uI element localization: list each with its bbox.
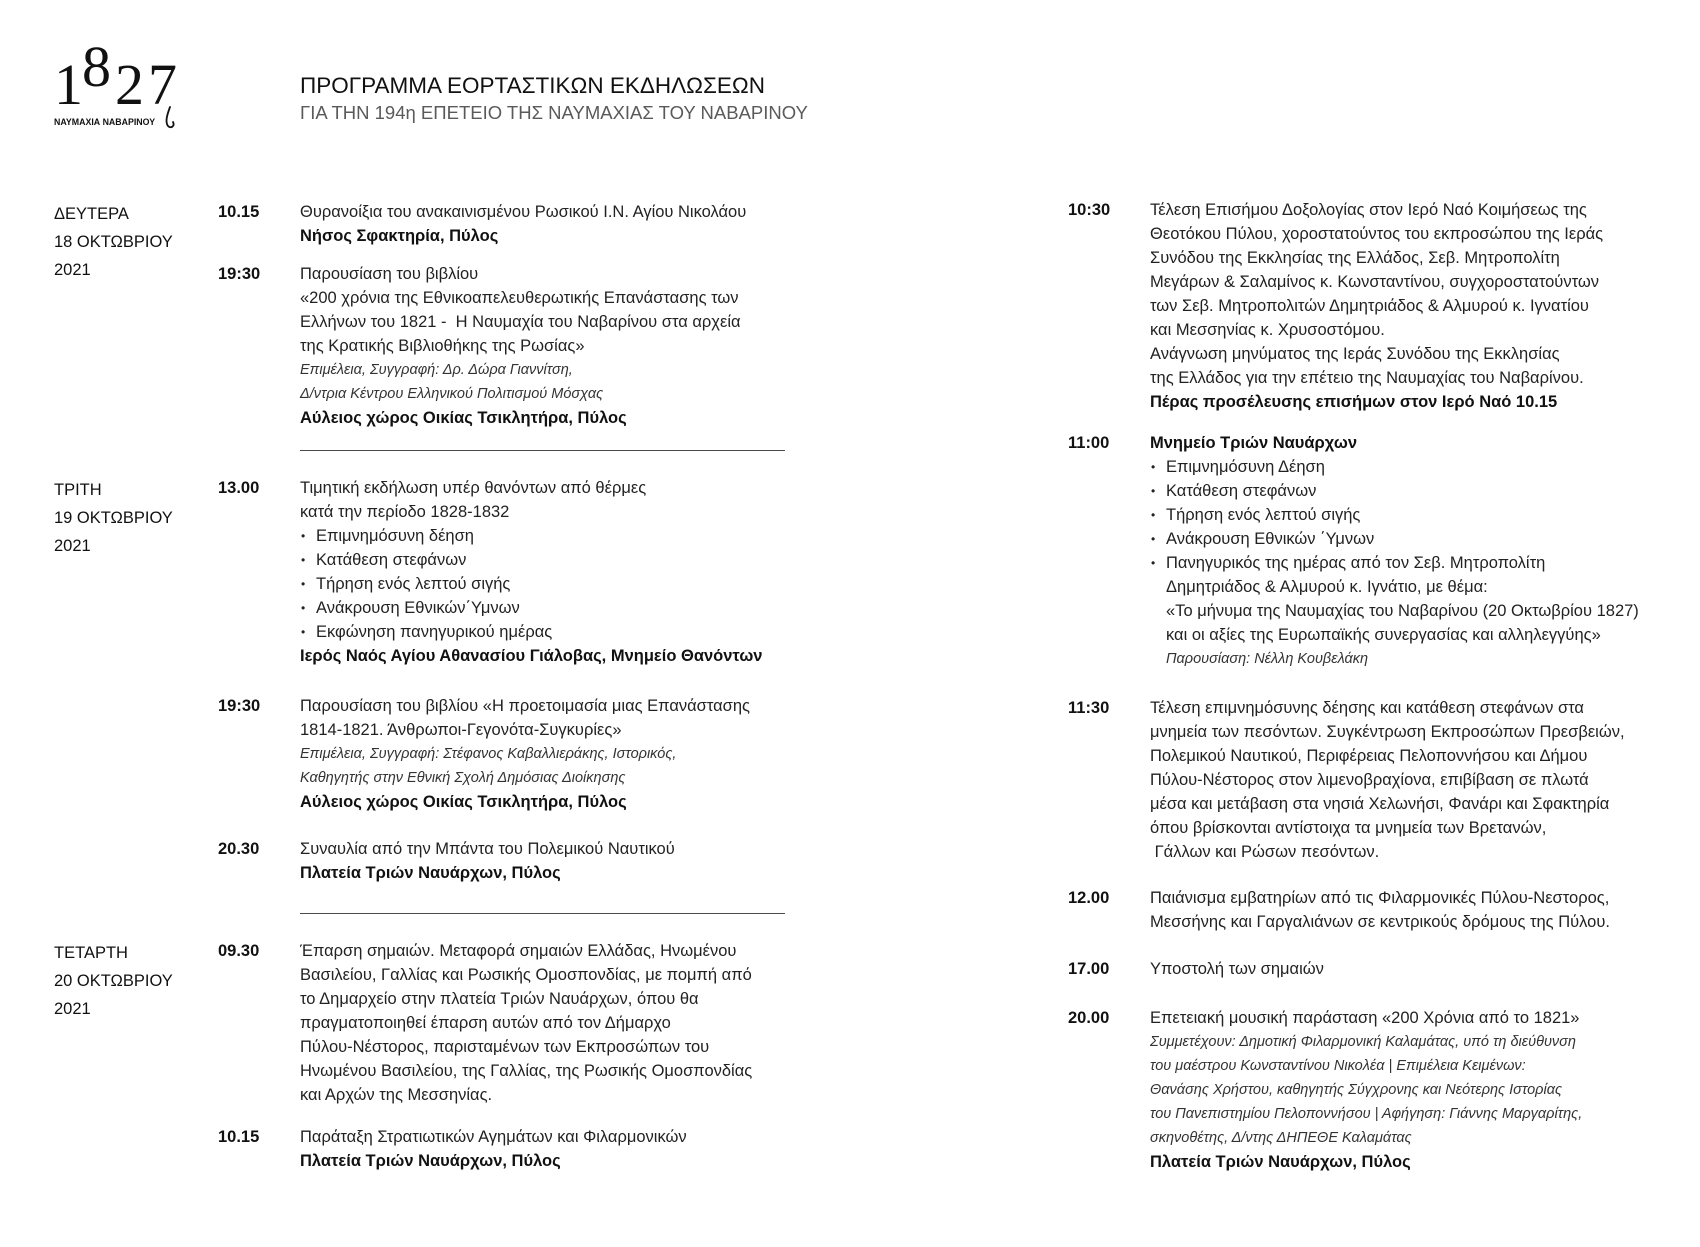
event-bold-line: Πλατεία Τριών Ναυάρχων, Πύλος (300, 1152, 561, 1170)
day-year: 2021 (54, 261, 91, 279)
event-text-line: Ελλήνων του 1821 - Η Ναυμαχία του Ναβαρίνου στα αρχεία (300, 313, 741, 331)
logo-flourish-icon (150, 95, 190, 135)
event-time: 10.15 (218, 1128, 260, 1146)
event-text-line: Πύλου-Νέστορος, παρισταμένων των Εκπροσώπων του (300, 1038, 710, 1056)
event-time: 20.30 (218, 840, 260, 858)
event-description (300, 200, 746, 248)
bullet-item: • Εκφώνηση πανηγυρικού ημέρας (300, 620, 762, 644)
logo-digit: 1 (54, 52, 83, 117)
day-label (54, 476, 173, 560)
event-text-line: Παράταξη Στρατιωτικών Αγημάτων και Φιλαρμονικών (300, 1128, 687, 1146)
event-description (300, 694, 750, 814)
bullet-item: • Κατάθεση στεφάνων (300, 548, 762, 572)
event-time: 20.00 (1068, 1009, 1110, 1027)
event-text-line: Τέλεση επιμνημόσυνης δέησης και κατάθεση στεφάνων στα (1150, 699, 1584, 717)
event-text-line: Επετειακή μουσική παράσταση «200 Χρόνια από το 1821» (1150, 1009, 1580, 1027)
event-bold-line: Πλατεία Τριών Ναυάρχων, Πύλος (300, 864, 561, 882)
event-text-line: Θυρανοίξια του ανακαινισμένου Ρωσικού Ι.Ν. Αγίου Νικολάου (300, 203, 747, 221)
event-text-line: Θεοτόκου Πύλου, χοροστατούντος του εκπροσώπου της Ιεράς (1150, 225, 1604, 243)
event-bold-line: Ιερός Ναός Αγίου Αθανασίου Γιάλοβας, Μνημείο Θανόντων (300, 647, 763, 665)
event-description (300, 476, 762, 668)
day-date: 19 ΟΚΤΩΒΡΙΟΥ (54, 509, 173, 527)
event-text-line: Τιμητική εκδήλωση υπέρ θανόντων από θέρμες (300, 479, 647, 497)
event-credit-line: σκηνοθέτης, Δ/ντης ΔΗΠΕΘΕ Καλαμάτας (1150, 1130, 1412, 1146)
logo-caption: ΝΑΥΜΑΧΙΑ ΝΑΒΑΡΙΝΟΥ (54, 117, 156, 127)
event-time: 12.00 (1068, 889, 1110, 907)
event-time: 17.00 (1068, 960, 1110, 978)
event-text-line: της Ελλάδος για την επέτειο της Ναυμαχίας του Ναβαρίνου. (1150, 369, 1584, 387)
bullet-item: • Επιμνημόσυνη Δέηση (1150, 455, 1639, 479)
event-description (300, 939, 752, 1107)
event-time: 13.00 (218, 479, 260, 497)
event-text-line: «200 χρόνια της Εθνικοαπελευθερωτικής Επανάστασης των (300, 289, 739, 307)
event-credit-line: του Πανεπιστημίου Πελοποννήσου | Αφήγηση: Γιάννης Μαργαρίτης, (1150, 1106, 1583, 1122)
event-text-line: Συνόδου της Εκκλησίας της Ελλάδος, Σεβ. Μητροπολίτη (1150, 249, 1560, 267)
bullet-continuation-line: και οι αξίες της Ευρωπαϊκής συνεργασίας και αλληλεγγύης» (1166, 626, 1601, 644)
event-text-line: Παρουσίαση του βιβλίου (300, 265, 479, 283)
event-description (1150, 957, 1324, 981)
bullet-item: • Ανάκρουση Εθνικών΄Υμνων (300, 596, 762, 620)
event-description (300, 1125, 687, 1173)
event-time: 10:30 (1068, 201, 1111, 219)
event-text-line: Βασιλείου, Γαλλίας και Ρωσικής Ομοσπονδίας, με πομπή από (300, 966, 752, 984)
event-text-line: πραγματοποιηθεί έπαρση αυτών από τον Δήμαρχο (300, 1014, 671, 1032)
logo-digit: 2 (115, 52, 144, 117)
bullet-continuation-line: Δημητριάδος & Αλμυρού κ. Ιγνάτιο, με θέμα: (1166, 578, 1488, 596)
day-year: 2021 (54, 537, 91, 555)
event-time: 10.15 (218, 203, 260, 221)
event-credit-line: Καθηγητής στην Εθνική Σχολή Δημόσιας Διοίκησης (300, 770, 626, 786)
event-time: 09.30 (218, 942, 260, 960)
day-label (54, 200, 173, 284)
day-weekday: ΤΡΙΤΗ (54, 481, 102, 499)
event-credit-line: Θανάσης Χρήστου, καθηγητής Σύγχρονης και Νεότερης Ιστορίας (1150, 1082, 1563, 1098)
event-credit-line: Δ/ντρια Κέντρου Ελληνικού Πολιτισμού Μόσχας (300, 386, 604, 402)
day-date: 18 ΟΚΤΩΒΡΙΟΥ (54, 233, 173, 251)
day-label (54, 939, 173, 1023)
event-bold-line: Μνημείο Τριών Ναυάρχων (1150, 434, 1358, 452)
day-date: 20 ΟΚΤΩΒΡΙΟΥ (54, 972, 173, 990)
event-description (1150, 431, 1639, 671)
bullet-continuation-line: «Το μήνυμα της Ναυμαχίας του Ναβαρίνου (20 Οκτωβρίου 1827) (1166, 602, 1639, 620)
event-text-line: Ηνωμένου Βασιλείου, της Γαλλίας, της Ρωσικής Ομοσπονδίας (300, 1062, 753, 1080)
bullet-item: • Επιμνημόσυνη δέηση (300, 524, 762, 548)
event-text-line: το Δημαρχείο στην πλατεία Τριών Ναυάρχων, όπου θα (300, 990, 699, 1008)
event-description (1150, 696, 1625, 864)
event-text-line: μέσα και μετάβαση στα νησιά Χελωνήσι, Φανάρι και Σφακτηρία (1150, 795, 1610, 813)
page-subtitle: ΓΙΑ ΤΗΝ 194η ΕΠΕΤΕΙΟ ΤΗΣ ΝΑΥΜΑΧΙΑΣ ΤΟΥ ΝΑΒΑΡΙΝΟΥ (300, 102, 808, 123)
event-text-line: Έπαρση σημαιών. Μεταφορά σημαιών Ελλάδας, Ηνωμένου (300, 942, 737, 960)
event-text-line: Συναυλία από την Μπάντα του Πολεμικού Ναυτικού (300, 840, 675, 858)
logo-digit: 7 (148, 52, 177, 117)
event-text-line: Παιάνισμα εμβατηρίων από τις Φιλαρμονικές Πύλου-Νεστορος, (1150, 889, 1610, 907)
section-divider (300, 913, 785, 914)
event-text-line: Γάλλων και Ρώσων πεσόντων. (1150, 843, 1380, 861)
event-text-line: Μεγάρων & Σαλαμίνος κ. Κωνσταντίνου, συγχοροστατούντων (1150, 273, 1599, 291)
event-time: 19:30 (218, 697, 261, 715)
event-credit-line: Επιμέλεια, Συγγραφή: Δρ. Δώρα Γιαννίτση, (300, 362, 573, 378)
page-title: ΠΡΟΓΡΑΜΜΑ ΕΟΡΤΑΣΤΙΚΩΝ ΕΚΔΗΛΩΣΕΩΝ (300, 73, 765, 98)
bullet-item: • Ανάκρουση Εθνικών ΄Υμνων (1150, 527, 1639, 551)
section-divider (300, 450, 785, 451)
event-text-line: 1814-1821. Άνθρωποι-Γεγονότα-Συγκυρίες» (300, 721, 622, 739)
event-time: 19:30 (218, 265, 261, 283)
event-credit-line: του μαέστρου Κωνσταντίνου Νικολέα | Επιμέλεια Κειμένων: (1150, 1058, 1526, 1074)
event-text-line: Παρουσίαση του βιβλίου «Η προετοιμασία μιας Επανάστασης (300, 697, 750, 715)
bullet-item: • Πανηγυρικός της ημέρας από τον Σεβ. Μητροπολίτη (1150, 551, 1639, 575)
event-text-line: Τέλεση Επισήμου Δοξολογίας στον Ιερό Ναό Κοιμήσεως της (1150, 201, 1587, 219)
event-text-line: των Σεβ. Μητροπολιτών Δημητριάδος & Αλμυρού κ. Ιγνατίου (1150, 297, 1589, 315)
event-description (300, 837, 675, 885)
event-time: 11:30 (1068, 699, 1110, 717)
event-bold-line: Νήσος Σφακτηρία, Πύλος (300, 227, 499, 245)
event-text-line: Πολεμικού Ναυτικού, Περιφέρειας Πελοποννήσου και Δήμου (1150, 747, 1588, 765)
event-description (1150, 198, 1603, 414)
event-text-line: Ανάγνωση μηνύματος της Ιεράς Συνόδου της Εκκλησίας (1150, 345, 1560, 363)
day-weekday: ΤΕΤΑΡΤΗ (54, 944, 128, 962)
event-text-line: και Μεσσηνίας κ. Χρυσοστόμου. (1150, 321, 1385, 339)
event-bold-line: Αύλειος χώρος Οικίας Τσικλητήρα, Πύλος (300, 793, 627, 811)
event-description (300, 262, 741, 430)
event-time: 11:00 (1068, 434, 1110, 452)
event-description (1150, 886, 1610, 934)
event-text-line: της Κρατικής Βιβλιοθήκης της Ρωσίας» (300, 337, 585, 355)
logo-digit: 8 (82, 34, 111, 99)
event-text-line: μνημεία των πεσόντων. Συγκέντρωση Εκπροσώπων Πρεσβειών, (1150, 723, 1625, 741)
event-text-line: Μεσσήνης και Γαργαλιάνων σε κεντρικούς δρόμους της Πύλου. (1150, 913, 1610, 931)
day-weekday: ΔΕΥΤΕΡΑ (54, 205, 129, 223)
event-credit-line: Επιμέλεια, Συγγραφή: Στέφανος Καβαλλιεράκης, Ιστορικός, (300, 746, 677, 762)
event-credit-line: Συμμετέχουν: Δημοτική Φιλαρμονική Καλαμάτας, υπό τη διεύθυνση (1150, 1034, 1576, 1050)
event-bold-line: Πέρας προσέλευσης επισήμων στον Ιερό Ναό 10.15 (1150, 393, 1558, 411)
event-credit-line: Παρουσίαση: Νέλλη Κουβελάκη (1166, 651, 1369, 667)
event-text-line: Υποστολή των σημαιών (1150, 960, 1324, 978)
event-text-line: και Αρχών της Μεσσηνίας. (300, 1086, 493, 1104)
event-text-line: όπου βρίσκονται αντίστοιχα τα μνημεία των Βρετανών, (1150, 819, 1547, 837)
event-text-line: κατά την περίοδο 1828-1832 (300, 503, 510, 521)
day-year: 2021 (54, 1000, 91, 1018)
bullet-item: • Τήρηση ενός λεπτού σιγής (300, 572, 762, 596)
bullet-item: • Κατάθεση στεφάνων (1150, 479, 1639, 503)
event-bold-line: Αύλειος χώρος Οικίας Τσικλητήρα, Πύλος (300, 409, 627, 427)
event-text-line: Πύλου-Νέστορος στον λιμενοβραχίονα, επιβίβαση σε πλωτά (1150, 771, 1589, 789)
event-description (1150, 1006, 1582, 1174)
event-bold-line: Πλατεία Τριών Ναυάρχων, Πύλος (1150, 1153, 1411, 1171)
bullet-item: • Τήρηση ενός λεπτού σιγής (1150, 503, 1639, 527)
